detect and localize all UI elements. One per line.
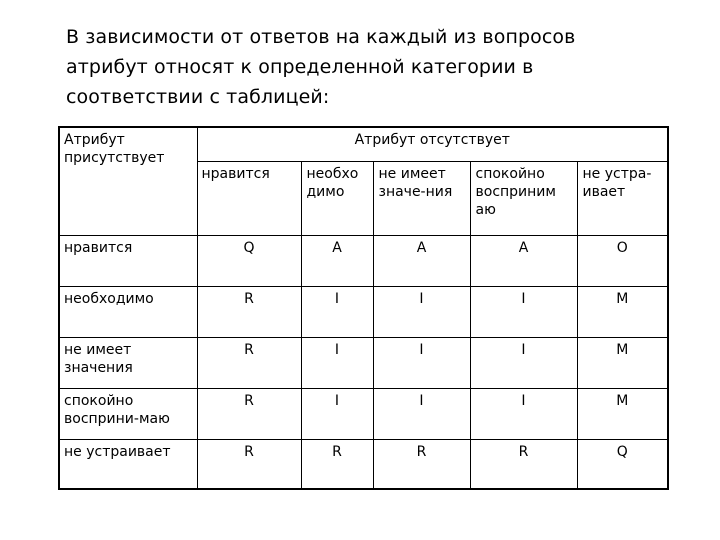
column-header-5 <box>577 161 668 235</box>
table-row <box>59 337 668 388</box>
intro-line-3: соответствии с таблицей: <box>66 86 330 108</box>
table-cell: I <box>470 337 577 388</box>
table-cell: I <box>373 388 470 439</box>
kano-table <box>58 126 669 490</box>
table-cell: M <box>577 388 668 439</box>
column-header-4-line-2: восприним <box>475 183 556 200</box>
table-cell: A <box>470 235 577 286</box>
row-header <box>59 439 197 489</box>
intro-line-1: В зависимости от ответов на каждый из вопросов <box>66 26 576 48</box>
table-cell: I <box>301 337 373 388</box>
absent-header: Атрибут отсутствует <box>197 127 668 161</box>
row-header <box>59 235 197 286</box>
column-header-1-line-1: нравится <box>201 165 270 182</box>
column-header-2 <box>301 161 373 235</box>
row-header-line-2: значения <box>64 359 133 376</box>
row-header-line-1: не устраивает <box>64 443 171 460</box>
row-header <box>59 286 197 337</box>
table-cell: R <box>197 439 301 489</box>
row-header-line-2: восприни-маю <box>64 410 170 427</box>
table-cell: I <box>301 388 373 439</box>
row-header-line-1: нравится <box>64 239 133 256</box>
table-cell: I <box>301 286 373 337</box>
table-cell: I <box>373 286 470 337</box>
table-cell: I <box>470 388 577 439</box>
row-header-line-1: необходимо <box>64 290 154 307</box>
table-row <box>59 235 668 286</box>
table-cell: Q <box>577 439 668 489</box>
column-header-4-line-1: спокойно <box>475 165 545 182</box>
table-row <box>59 388 668 439</box>
intro-line-2: атрибут относят к определенной категории в <box>66 56 534 78</box>
table-cell: A <box>373 235 470 286</box>
column-header-5-line-1: не устра- <box>582 165 652 182</box>
table-cell: R <box>373 439 470 489</box>
corner-header-line-2: присутствует <box>64 150 165 166</box>
table-cell: R <box>197 388 301 439</box>
table-cell: I <box>470 286 577 337</box>
table-cell: R <box>197 286 301 337</box>
table-row <box>59 286 668 337</box>
table-cell: O <box>577 235 668 286</box>
table-cell: I <box>373 337 470 388</box>
intro-text <box>66 22 626 112</box>
column-header-3 <box>373 161 470 235</box>
corner-header-line-1: Атрибут <box>64 132 125 148</box>
column-header-4-line-3: аю <box>475 201 496 218</box>
table-cell: R <box>197 337 301 388</box>
row-header-line-1: спокойно <box>64 392 134 409</box>
row-header-line-1: не имеет <box>64 341 132 358</box>
row-header <box>59 388 197 439</box>
table-row <box>59 439 668 489</box>
table-cell: A <box>301 235 373 286</box>
column-header-2-line-1: необхо <box>306 165 359 182</box>
table-cell: Q <box>197 235 301 286</box>
column-header-4 <box>470 161 577 235</box>
column-header-3-line-2: значе-ния <box>378 183 453 200</box>
table-cell: M <box>577 337 668 388</box>
table-cell: M <box>577 286 668 337</box>
row-header <box>59 337 197 388</box>
table-cell: R <box>301 439 373 489</box>
column-header-2-line-2: димо <box>306 183 345 200</box>
table-cell: R <box>470 439 577 489</box>
corner-header <box>59 127 197 235</box>
column-header-1 <box>197 161 301 235</box>
column-header-5-line-2: ивает <box>582 183 626 200</box>
column-header-3-line-1: не имеет <box>378 165 446 182</box>
